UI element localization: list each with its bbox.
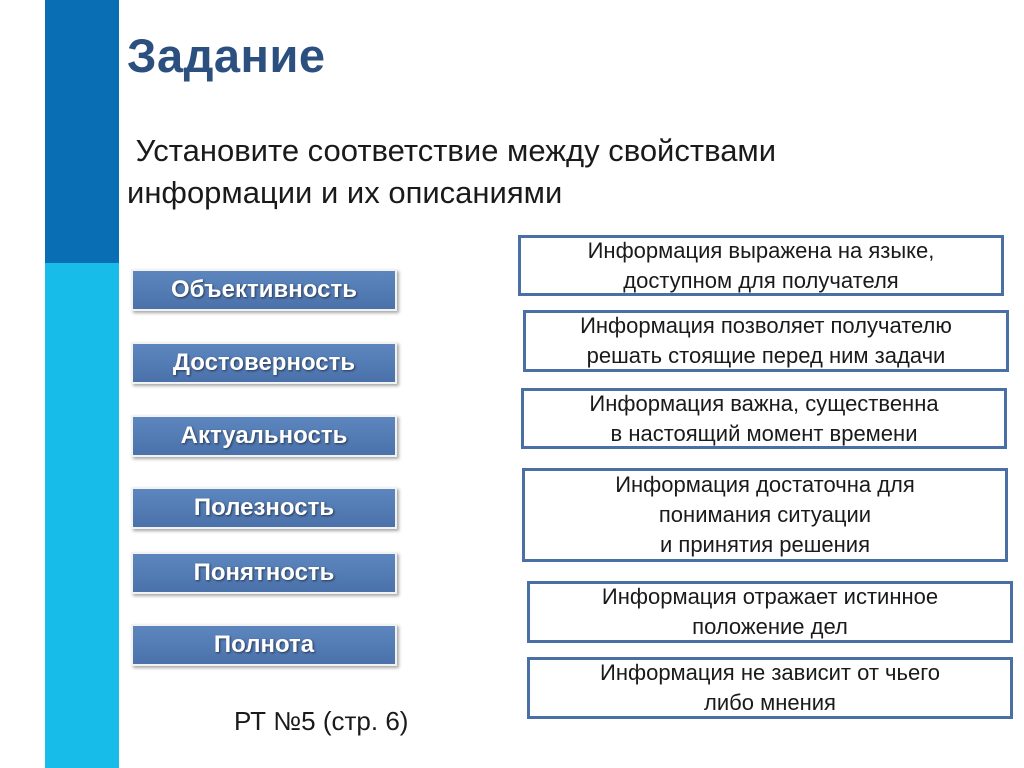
slide-title: Задание <box>127 29 326 82</box>
description-5[interactable]: Информация отражает истинное положение дел <box>527 581 1013 643</box>
property-objectivity[interactable]: Объективность <box>131 269 397 311</box>
workbook-reference: РТ №5 (стр. 6) <box>234 706 409 736</box>
description-6[interactable]: Информация не зависит от чьего либо мнения <box>527 657 1013 719</box>
property-relevance[interactable]: Актуальность <box>131 415 397 457</box>
description-2[interactable]: Информация позволяет получателю решать стоящие перед ним задачи <box>523 310 1009 372</box>
description-1[interactable]: Информация выражена на языке, доступном для получателя <box>518 235 1004 296</box>
property-usefulness[interactable]: Полезность <box>131 487 397 529</box>
task-instruction: Установите соответствие между свойствами информации и их описаниями <box>127 133 777 210</box>
property-reliability[interactable]: Достоверность <box>131 342 397 384</box>
decor-bar-top <box>45 0 119 263</box>
description-3[interactable]: Информация важна, существенна в настоящий момент времени <box>521 388 1007 449</box>
property-completeness[interactable]: Полнота <box>131 624 397 666</box>
description-4[interactable]: Информация достаточна для понимания ситуации и принятия решения <box>522 468 1008 562</box>
property-clarity[interactable]: Понятность <box>131 552 397 594</box>
decor-bar-bottom <box>45 263 119 768</box>
